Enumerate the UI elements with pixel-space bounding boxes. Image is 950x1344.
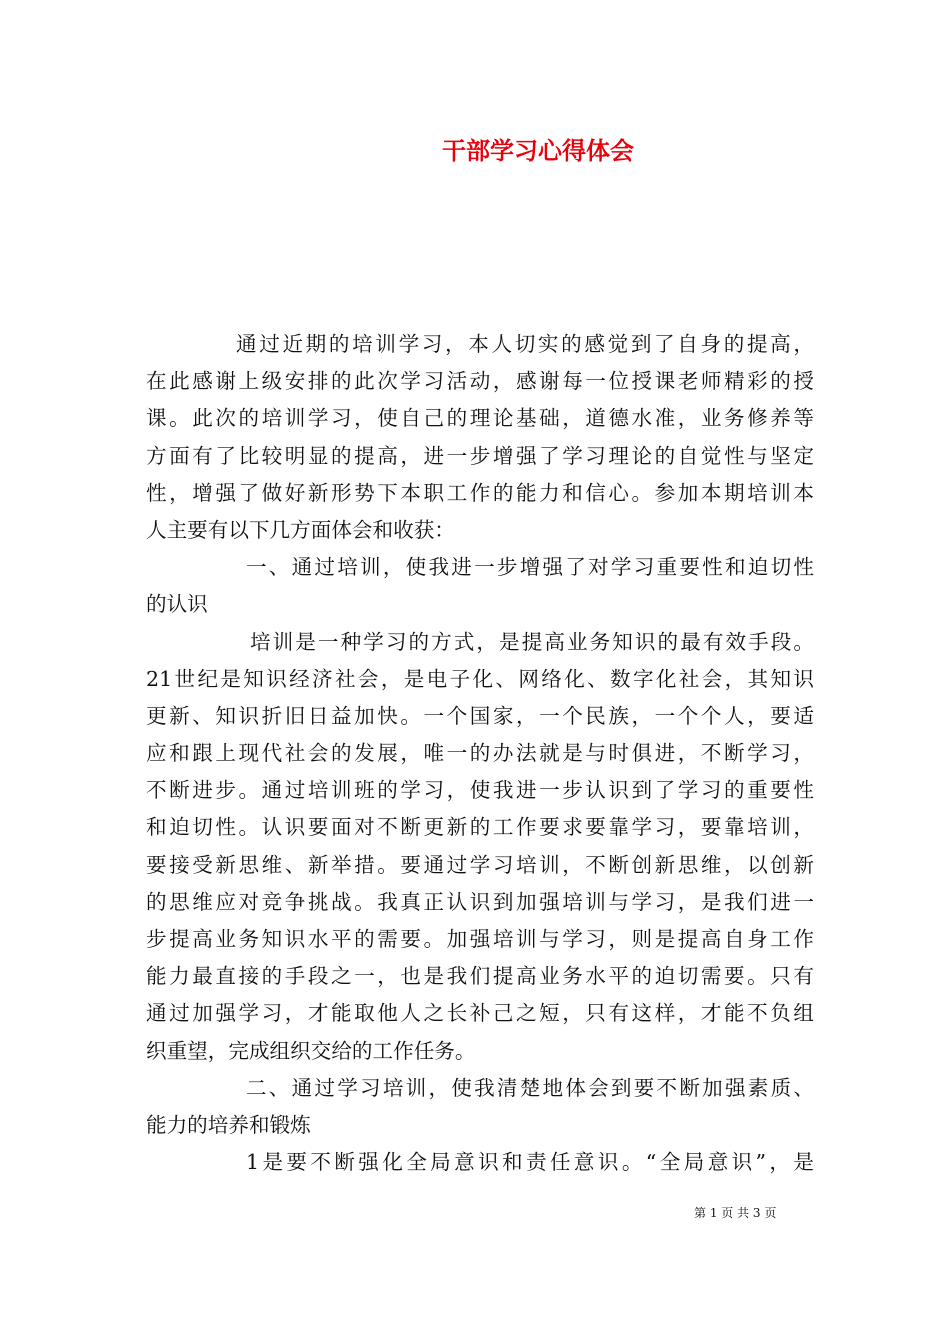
section-heading-line: 一、通过培训，使我进一步增强了对学习重要性和迫切性 — [246, 555, 814, 580]
page-number: 第 1 页 共 3 页 — [694, 1206, 777, 1220]
section-heading-line: 能力的培养和锻炼 — [146, 1112, 311, 1137]
document-body — [146, 326, 814, 1181]
paragraph-line: 的思维应对竞争挑战。我真正认识到加强培训与学习，是我们进一 — [146, 889, 814, 914]
paragraph-line: 在此感谢上级安排的此次学习活动，感谢每一位授课老师精彩的授 — [146, 369, 814, 394]
section-heading-line: 二、通过学习培训，使我清楚地体会到要不断加强素质、 — [246, 1075, 814, 1100]
paragraph-line: 性，增强了做好新形势下本职工作的能力和信心。参加本期培训本 — [146, 480, 814, 505]
paragraph-line: 人主要有以下几方面体会和收获： — [146, 517, 455, 542]
section-heading-line: 的认识 — [146, 592, 208, 617]
paragraph-line: 能力最直接的手段之一，也是我们提高业务水平的迫切需要。只有 — [146, 964, 814, 989]
paragraph-line: 方面有了比较明显的提高，进一步增强了学习理论的自觉性与坚定 — [146, 443, 814, 468]
paragraph-line: 培训是一种学习的方式，是提高业务知识的最有效手段。 — [250, 629, 814, 654]
paragraph-line: 要接受新思维、新举措。要通过学习培训，不断创新思维，以创新 — [146, 852, 814, 877]
document-title: 干部学习心得体会 — [442, 136, 634, 165]
paragraph-line: 不断进步。通过培训班的学习，使我进一步认识到了学习的重要性 — [146, 778, 814, 803]
paragraph-line: 更新、知识折旧日益加快。一个国家，一个民族，一个个人，要适 — [146, 703, 814, 728]
paragraph-line: 21世纪是知识经济社会，是电子化、网络化、数字化社会，其知识 — [146, 666, 814, 691]
paragraph-line: 应和跟上现代社会的发展，唯一的办法就是与时俱进，不断学习， — [146, 741, 814, 766]
paragraph-line: 通过加强学习，才能取他人之长补己之短，只有这样，才能不负组 — [146, 1001, 814, 1026]
paragraph-line: 步提高业务知识水平的需要。加强培训与学习，则是提高自身工作 — [146, 927, 814, 951]
paragraph-line: 1是要不断强化全局意识和责任意识。“全局意识”，是 — [246, 1150, 814, 1175]
paragraph-line: 课。此次的培训学习，使自己的理论基础，道德水准，业务修养等 — [146, 406, 814, 431]
paragraph-line: 和迫切性。认识要面对不断更新的工作要求要靠学习，要靠培训， — [146, 815, 814, 840]
paragraph-line: 通过近期的培训学习，本人切实的感觉到了自身的提高， — [236, 332, 814, 356]
paragraph-line: 织重望，完成组织交给的工作任务。 — [146, 1038, 476, 1063]
